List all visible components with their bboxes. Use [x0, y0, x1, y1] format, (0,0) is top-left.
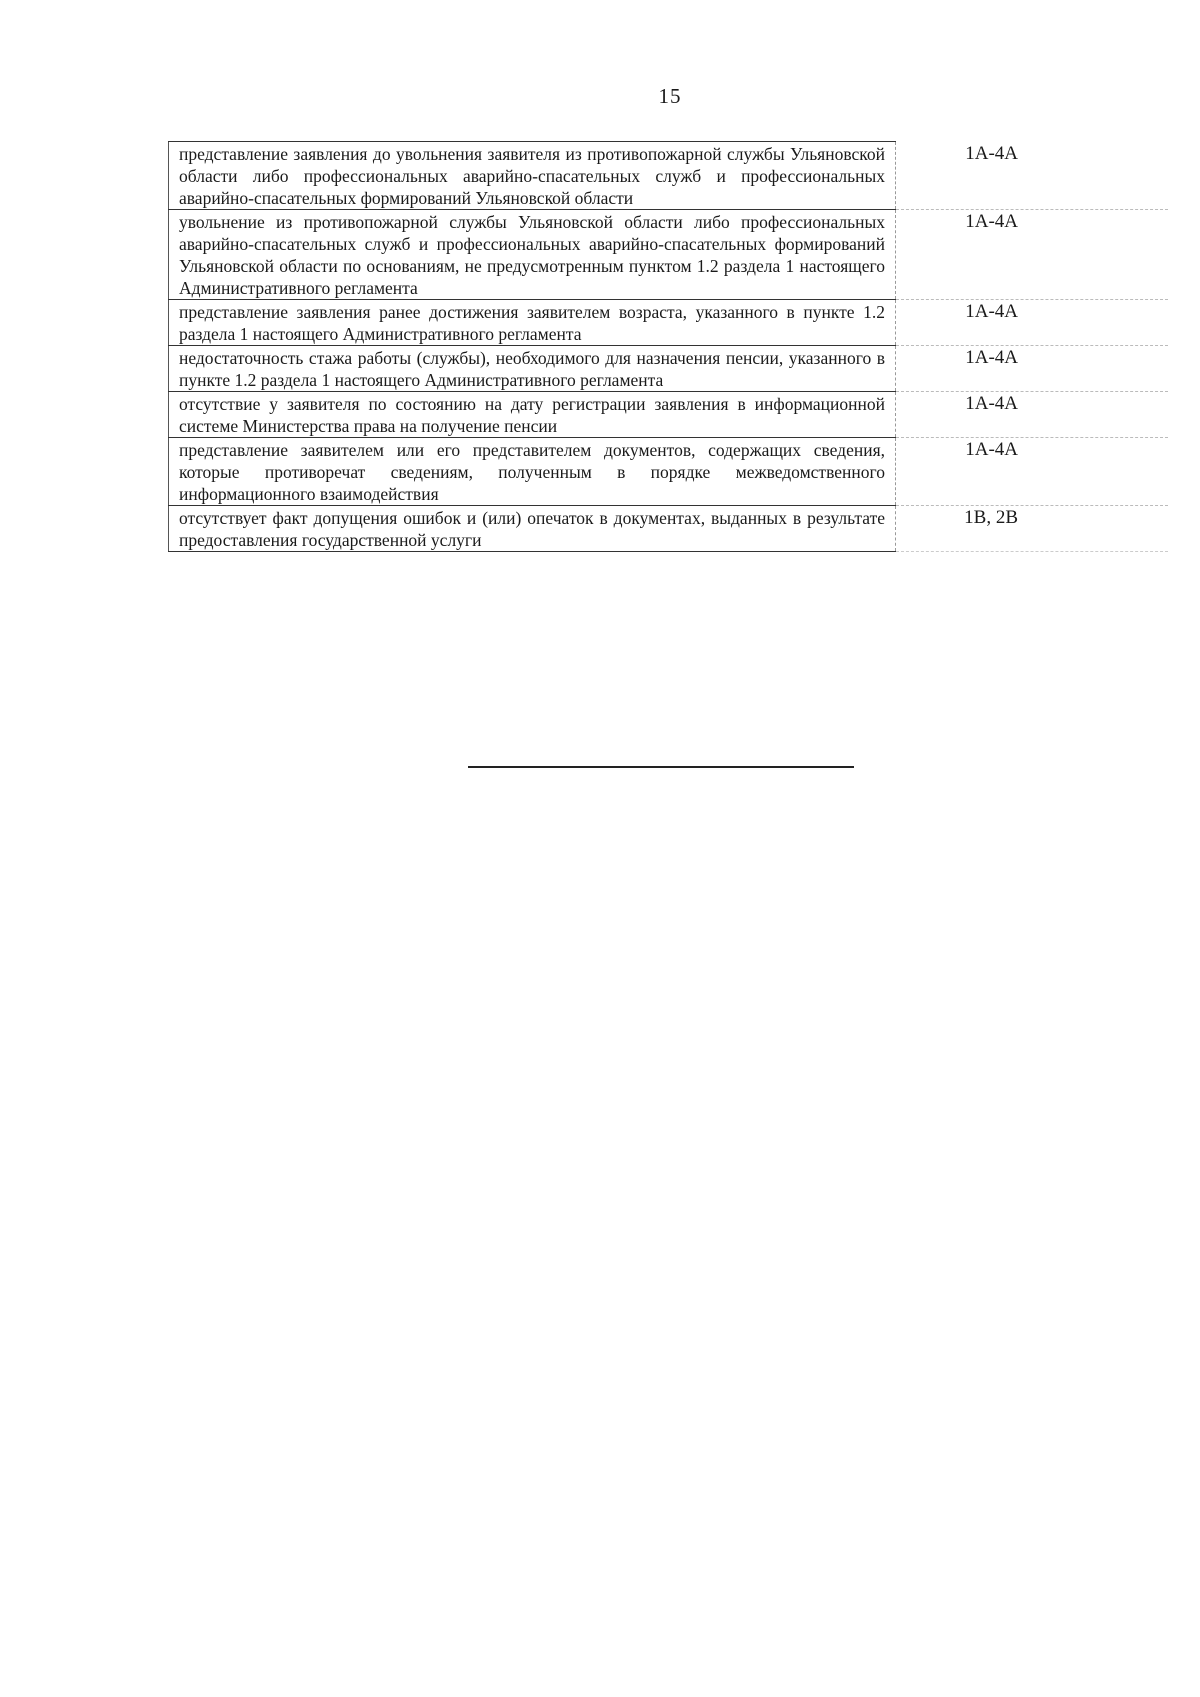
- condition-cell: отсутствует факт допущения ошибок и (или) опечаток в документах, выданных в результате предоставления государственной услуги: [169, 506, 896, 552]
- code-cell: 1В, 2В: [896, 506, 1169, 552]
- condition-cell: недостаточность стажа работы (службы), необходимого для назначения пенсии, указанного в пункте 1.2 раздела 1 настоящего Административного регламента: [169, 346, 896, 392]
- page-number: 15: [658, 84, 682, 108]
- code-cell: 1А-4А: [896, 142, 1169, 210]
- condition-cell: увольнение из противопожарной службы Ульяновской области либо профессиональных аварийно-спасательных служб и профессиональных аварийно-спасательных формирований Ульяновской области по основаниям, не предусмотренным пунктом 1.2 раздела 1 настоящего Административного регламента: [169, 210, 896, 300]
- document-end-rule: [468, 766, 854, 768]
- code-cell: 1А-4А: [896, 346, 1169, 392]
- table-row: [169, 142, 1169, 210]
- condition-cell: отсутствие у заявителя по состоянию на дату регистрации заявления в информационной системе Министерства права на получение пенсии: [169, 392, 896, 438]
- table-row: [169, 392, 1169, 438]
- table-row: [169, 210, 1169, 300]
- condition-cell: представление заявления ранее достижения заявителем возраста, указанного в пункте 1.2 раздела 1 настоящего Административного регламента: [169, 300, 896, 346]
- condition-cell: представление заявителем или его представителем документов, содержащих сведения, которые противоречат сведениям, полученным в порядке межведомственного информационного взаимодействия: [169, 438, 896, 506]
- table-row: [169, 346, 1169, 392]
- table-row: [169, 506, 1169, 552]
- code-cell: 1А-4А: [896, 392, 1169, 438]
- code-cell: 1А-4А: [896, 438, 1169, 506]
- code-cell: 1А-4А: [896, 300, 1169, 346]
- table-row: [169, 300, 1169, 346]
- table-row: [169, 438, 1169, 506]
- conditions-table: [168, 141, 1168, 552]
- code-cell: 1А-4А: [896, 210, 1169, 300]
- condition-cell: представление заявления до увольнения заявителя из противопожарной службы Ульяновской области либо профессиональных аварийно-спасательных служб и профессиональных аварийно-спасательных формирований Ульяновской области: [169, 142, 896, 210]
